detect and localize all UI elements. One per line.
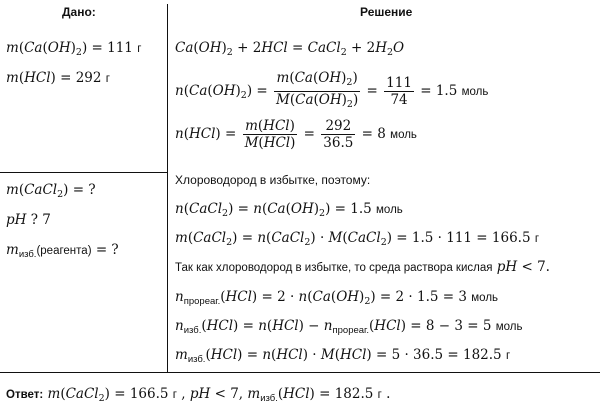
find-m-excess-reagent: $m_{изб.}(реагента)$ = ? (6, 242, 119, 260)
n-caoh2-calc: $n(Ca(OH)_2)$ = $\frac{m(Ca(OH)_2)}{M(Ca(OH)_2)}$ = $\frac{111}{74}$ = 1.5 моль (175, 70, 489, 110)
find-m-cacl2: m(CaCl$_2$) = ? (6, 182, 96, 200)
find-ph: pH ? 7 (6, 212, 51, 228)
n-excess-hcl-calc: $n_{изб.}(HCl) = n(HCl) - n_{прореаг.}(HCl) = 8 - 3 = 5$ моль (175, 318, 523, 336)
given-header: Дано: (62, 5, 96, 19)
m-excess-hcl-calc: $m_{изб.}(HCl) = n(HCl) \cdot M(HCl) = 5 \cdot 36.5 = 182.5$ г (175, 347, 511, 365)
n-hcl-calc: n(HCl) = $\frac{\text{m(HCl)}}{\text{M(HCl)}}$ = $\frac{292}{36.5}$ = 8 моль (175, 118, 417, 151)
m-cacl2-calc: m(CaCl$_2$) = n(CaCl$_2$) · M(CaCl$_2$) = 1.5 · 111 = 166.5 г (175, 230, 540, 248)
answer-line: Ответ: m(CaCl$_2$) = 166.5 г , pH < 7, $m_{изб.}(HCl) = 182.5$ г . (6, 386, 391, 404)
given-find-divider (0, 172, 167, 173)
solution-header: Решение (360, 5, 413, 19)
acid-note: Так как хлороводород в избытке, то среда раствора кислая pH < 7. (175, 259, 550, 275)
n-reacted-hcl-calc: $n_{прореаг.}(HCl) = 2 \cdot n(Ca(OH)_2) = 2 \cdot 1.5 = 3$ моль (175, 289, 499, 307)
given-m-caoh2: $m(Ca(OH)_2) = 111$ г (6, 40, 142, 58)
reaction-equation: $Ca(OH)_2 + 2HCl$ = CaCl$_2$ + $2H_2O$ (175, 40, 405, 58)
excess-note: Хлороводород в избытке, поэтому: (175, 173, 371, 187)
answer-divider (0, 372, 600, 373)
n-cacl2-calc: n(CaCl$_2$) = $n(Ca(OH)_2) = 1.5$ моль (175, 201, 403, 219)
vertical-divider (167, 4, 168, 372)
given-m-hcl: m(HCl) = 292 г (6, 70, 110, 86)
